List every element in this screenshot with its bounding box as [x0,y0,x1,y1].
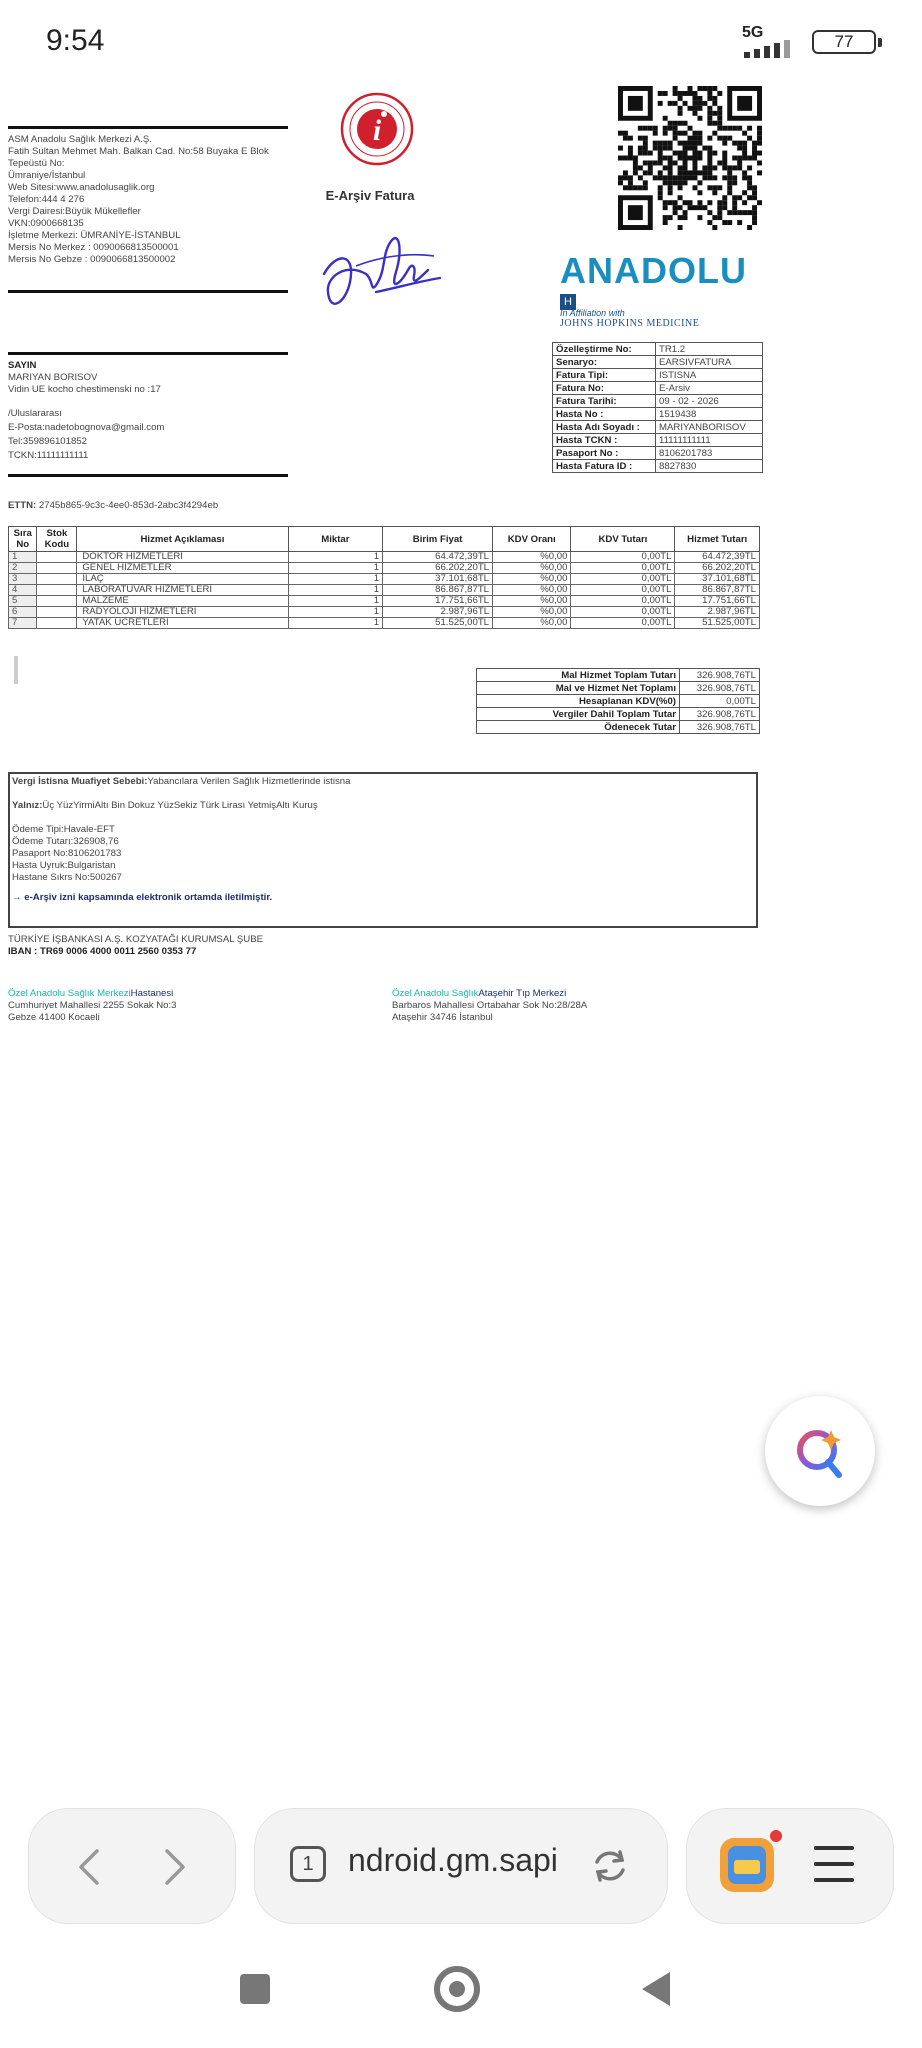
footer-name-b: Hastanesi [130,988,174,999]
column-header: Hizmet Tutarı [675,527,760,552]
meta-value: TR1.2 [656,343,763,356]
company-line: Vergi Dairesi:Büyük Mükellefler [8,206,141,217]
company-line: Web Sitesi:www.anadolusaglik.org [8,182,155,193]
cell-desc: GENEL HİZMETLER [77,563,288,574]
cell-qty: 1 [288,574,383,585]
ai-search-icon [765,1396,875,1506]
meta-row [553,382,763,395]
cell-qty: 1 [288,618,383,629]
brand-affiliation: In Affiliation with [560,308,625,318]
gib-seal-logo [340,92,414,166]
company-line: İşletme Merkezi: ÜMRANİYE-İSTANBUL [8,230,181,241]
meta-label: Hasta No : [553,408,656,421]
total-value: 326.908,76TL [680,669,760,682]
ai-search-button[interactable] [765,1396,875,1506]
ettn-value: 2745b865-9c3c-4ee0-853d-2abc3f4294eb [38,500,219,511]
cell-kdv_amt: 0,00TL [571,607,675,618]
total-label: Mal Hizmet Toplam Tutarı [477,669,680,682]
exemption-text: Yabancılara Verilen Sağlık Hizmetlerinde istisna [147,776,351,787]
column-header: KDV Tutarı [571,527,675,552]
meta-value: E-Arsiv [656,382,763,395]
cell-kdv_amt: 0,00TL [571,618,675,629]
table-row [9,574,760,585]
cell-unit: 66.202,20TL [383,563,493,574]
total-row [477,682,760,695]
cell-no: 4 [9,585,37,596]
meta-row [553,434,763,447]
cell-code [37,552,77,563]
cell-total: 37.101,68TL [675,574,760,585]
cell-total: 86.867,87TL [675,585,760,596]
home-button[interactable] [434,1966,480,2012]
meta-label: Hasta Adı Soyadı : [553,421,656,434]
total-row [477,721,760,734]
amount-words-label: Yalnız: [12,800,43,811]
meta-value: MARIYANBORISOV [656,421,763,434]
table-row [9,563,760,574]
recents-button[interactable] [240,1974,270,2004]
meta-label: Hasta Fatura ID : [553,460,656,473]
network-type: 5G [742,24,764,41]
bank-info [8,934,263,958]
table-scrollbar[interactable] [14,656,18,684]
company-info [8,134,288,266]
company-line: ASM Anadolu Sağlık Merkezi A.Ş. [8,134,152,145]
iban: IBAN : TR69 0006 4000 0011 2560 0353 77 [8,946,197,957]
footer-line: Barbaros Mahallesi Ortabahar Sok No:28/28A [392,1000,588,1011]
table-row [9,618,760,629]
nav-buttons [28,1808,236,1924]
cell-total: 64.472,39TL [675,552,760,563]
column-header: KDV Oranı [493,527,571,552]
url-text[interactable]: ndroid.gm.sapi [348,1842,558,1878]
cell-unit: 17.751,66TL [383,596,493,607]
cell-qty: 1 [288,552,383,563]
total-label: Ödenecek Tutar [477,721,680,734]
cell-code [37,607,77,618]
cell-no: 3 [9,574,37,585]
company-line: Mersis No Gebze : 0090066813500002 [8,254,176,265]
company-line: Ümraniye/İstanbul [8,170,86,181]
footer-line: Ataşehir 34746 İstanbul [392,1012,493,1023]
payment-line: Pasaport No:8106201783 [12,848,122,859]
table-row [9,552,760,563]
recipient-line [8,396,288,408]
meta-row [553,343,763,356]
total-label: Hesaplanan KDV(%0) [477,695,680,708]
divider [8,126,288,129]
company-line: VKN:0900668135 [8,218,84,229]
meta-row [553,395,763,408]
cell-total: 66.202,20TL [675,563,760,574]
status-time: 9:54 [46,24,105,57]
payment-line: Ödeme Tutarı:326908,76 [12,836,119,847]
archive-note: → e-Arşiv izni kapsamında elektronik ortamda iletilmiştir. [12,892,273,903]
divider [8,352,288,355]
meta-value: EARSIVFATURA [656,356,763,369]
meta-value: 09 - 02 - 2026 [656,395,763,408]
meta-row [553,460,763,473]
bank-name: TÜRKİYE İŞBANKASI A.Ş. KOZYATAĞI KURUMSAL ŞUBE [8,934,264,945]
cell-kdv_amt: 0,00TL [571,552,675,563]
total-row [477,695,760,708]
back-arrow-icon[interactable] [71,1847,107,1887]
cell-unit: 37.101,68TL [383,574,493,585]
amount-words: Üç YüzYirmiAltı Bin Dokuz YüzSekiz Türk Lirası YetmişAltı Kuruş [42,800,318,811]
cell-total: 17.751,66TL [675,596,760,607]
table-row [9,585,760,596]
meta-row [553,421,763,434]
app-shortcut-icon[interactable] [720,1838,774,1892]
table-row [9,607,760,618]
footer-name-a: Özel Anadolu Sağlık [392,988,479,999]
menu-group [686,1808,894,1924]
cell-kdv_amt: 0,00TL [571,563,675,574]
cell-qty: 1 [288,607,383,618]
cell-kdv_rate: %0,00 [493,607,571,618]
ettn [8,500,218,511]
signature [316,222,446,322]
footer-address-gebze [8,988,177,1024]
cell-code [37,596,77,607]
meta-value: 8106201783 [656,447,763,460]
footer-line: Gebze 41400 Kocaeli [8,1012,100,1023]
cell-unit: 2.987,96TL [383,607,493,618]
cell-no: 2 [9,563,37,574]
cell-desc: LABORATUVAR HİZMETLERİ [77,585,288,596]
cell-kdv_amt: 0,00TL [571,574,675,585]
invoice-meta-table [552,342,763,473]
total-value: 326.908,76TL [680,721,760,734]
column-header: Birim Fiyat [383,527,493,552]
meta-label: Özelleştirme No: [553,343,656,356]
column-header: Miktar [288,527,383,552]
items-table [8,526,760,629]
cell-kdv_rate: %0,00 [493,574,571,585]
cell-desc: RADYOLOJİ HİZMETLERİ [77,607,288,618]
meta-label: Hasta TCKN : [553,434,656,447]
footer-name-b: Ataşehir Tıp Merkezi [478,988,567,999]
divider [8,474,288,477]
anadolu-logo [560,250,760,329]
cell-code [37,574,77,585]
cell-no: 7 [9,618,37,629]
meta-label: Senaryo: [553,356,656,369]
svg-text:i: i [372,114,382,147]
company-line: Mersis No Merkez : 0090066813500001 [8,242,179,253]
cell-desc: İLAÇ [77,574,288,585]
payment-line: Hastane Sıkrs No:500267 [12,872,122,883]
cell-total: 51.525,00TL [675,618,760,629]
totals-table [476,668,760,734]
cell-unit: 64.472,39TL [383,552,493,563]
cell-qty: 1 [288,585,383,596]
recipient-line: MARIYAN BORISOV [8,372,98,383]
meta-value: 8827830 [656,460,763,473]
meta-label: Pasaport No : [553,447,656,460]
total-row [477,708,760,721]
recipient-line: Vidin UE kocho chestimenski no :17 [8,384,161,395]
cell-qty: 1 [288,596,383,607]
cell-code [37,585,77,596]
total-value: 0,00TL [680,695,760,708]
battery-icon [812,30,876,54]
forward-arrow-icon[interactable] [157,1847,193,1887]
meta-row [553,408,763,421]
meta-row [553,447,763,460]
ettn-label: ETTN: [8,500,37,511]
cell-desc: MALZEME [77,596,288,607]
recipient-info [8,360,288,462]
meta-value: 11111111111 [656,434,763,447]
cell-qty: 1 [288,563,383,574]
cell-kdv_rate: %0,00 [493,563,571,574]
table-row [9,596,760,607]
company-line: Tepeüstü No: [8,158,65,169]
notes-box [8,772,758,928]
column-header: Sıra No [9,527,37,552]
recipient-line: Tel:359896101852 [8,436,87,447]
total-value: 326.908,76TL [680,708,760,721]
meta-value: 1519438 [656,408,763,421]
meta-label: Fatura No: [553,382,656,395]
recipient-line: TCKN:11111111111 [8,450,89,461]
total-row [477,669,760,682]
signal-icon [742,42,796,58]
cell-kdv_rate: %0,00 [493,552,571,563]
cell-code [37,563,77,574]
meta-row [553,369,763,382]
hospital-badge: H [560,294,576,310]
cell-no: 1 [9,552,37,563]
cell-unit: 86.867,87TL [383,585,493,596]
column-header: Hizmet Açıklaması [77,527,288,552]
tab-count-button[interactable]: 1 [290,1846,326,1882]
cell-code [37,618,77,629]
total-label: Mal ve Hizmet Net Toplamı [477,682,680,695]
battery-level: 77 [834,32,854,51]
payment-line: Hasta Uyruk:Bulgaristan [12,860,116,871]
system-back-button[interactable] [640,1970,674,2008]
reload-icon[interactable] [590,1846,630,1886]
qr-code [618,86,762,230]
recipient-line: E-Posta:nadetobognova@gmail.com [8,422,165,433]
brand-partner: JOHNS HOPKINS MEDICINE [560,318,700,329]
cell-kdv_rate: %0,00 [493,585,571,596]
meta-value: ISTISNA [656,369,763,382]
battery-tip [878,38,882,47]
cell-no: 5 [9,596,37,607]
meta-row [553,356,763,369]
payment-details [12,824,754,884]
meta-label: Fatura Tarihi: [553,395,656,408]
company-line: Fatih Sultan Mehmet Mah. Balkan Cad. No:58 Buyaka E Blok [8,146,269,157]
recipient-line: SAYIN [8,360,37,371]
exemption-label: Vergi İstisna Muafiyet Sebebi: [12,776,148,787]
meta-label: Fatura Tipi: [553,369,656,382]
cell-kdv_rate: %0,00 [493,596,571,607]
payment-line: Ödeme Tipi:Havale-EFT [12,824,115,835]
notification-dot [770,1830,782,1842]
divider [8,290,288,293]
footer-name-a: Özel Anadolu Sağlık Merkezi [8,988,131,999]
cell-no: 6 [9,607,37,618]
cell-total: 2.987,96TL [675,607,760,618]
cell-kdv_amt: 0,00TL [571,596,675,607]
cell-unit: 51.525,00TL [383,618,493,629]
cell-desc: YATAK ÜCRETLERİ [77,618,288,629]
document-title: E-Arşiv Fatura [325,188,415,203]
total-label: Vergiler Dahil Toplam Tutar [477,708,680,721]
company-line: Telefon:444 4 276 [8,194,85,205]
total-value: 326.908,76TL [680,682,760,695]
brand-name: ANADOLU [560,250,747,291]
cell-kdv_amt: 0,00TL [571,585,675,596]
cell-kdv_rate: %0,00 [493,618,571,629]
footer-address-atasehir [392,988,587,1024]
footer-line: Cumhuriyet Mahallesi 2255 Sokak No:3 [8,1000,177,1011]
cell-desc: DOKTOR HİZMETLERİ [77,552,288,563]
column-header: Stok Kodu [37,527,77,552]
menu-icon[interactable] [814,1846,854,1882]
recipient-line: /Uluslararası [8,408,62,419]
